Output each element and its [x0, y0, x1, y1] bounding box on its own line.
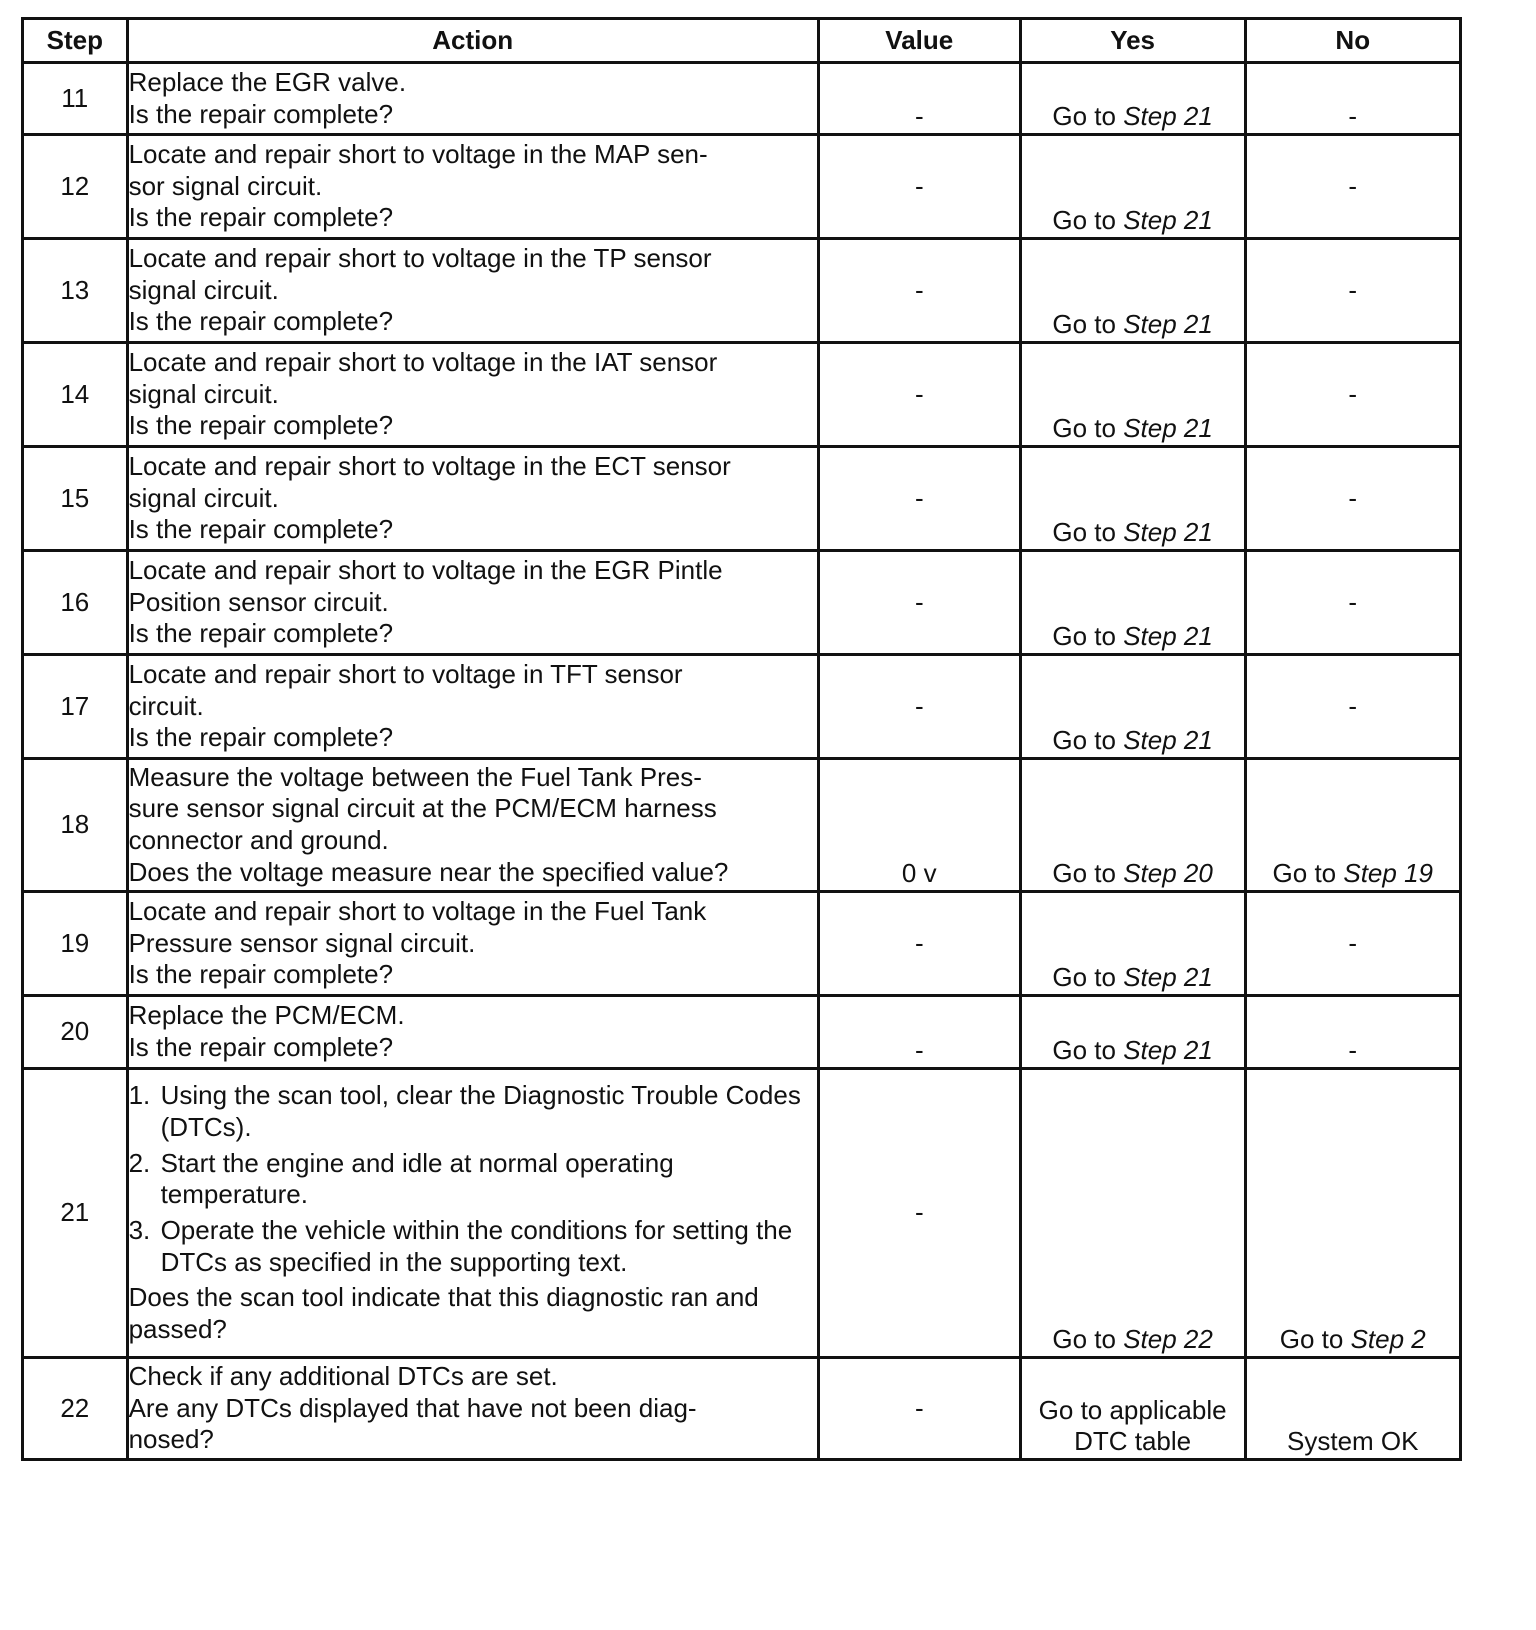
yes-cell: [1020, 1358, 1245, 1460]
yes-prefix: Go to: [1052, 413, 1124, 444]
header-value: Value: [818, 19, 1020, 63]
yes-prefix: Go to: [1052, 205, 1124, 236]
value-cell: -: [818, 551, 1020, 655]
value-cell: -: [818, 239, 1020, 343]
header-action: Action: [127, 19, 818, 63]
no-cell: [1245, 759, 1460, 892]
action-line: Locate and repair short to voltage in the EGR Pintle: [128, 554, 723, 585]
action-step-text: Operate the vehicle within the conditions for setting the DTCs as specified in the supporting text.: [160, 1215, 793, 1277]
step-number: 11: [23, 63, 128, 135]
no-cell: [1245, 996, 1460, 1069]
action-line: Locate and repair short to voltage in the MAP sen-: [128, 138, 708, 169]
action-step-item: [129, 1080, 817, 1143]
action-step-number: 2.: [128, 1147, 151, 1178]
step-number: 12: [23, 135, 128, 239]
yes-step-ref: Step 21: [1123, 517, 1213, 548]
table-row: [23, 551, 1461, 655]
no-cell: [1245, 239, 1460, 343]
table-row: [23, 447, 1461, 551]
no-cell: [1245, 63, 1460, 135]
action-cell: [127, 343, 818, 447]
table-row: [23, 655, 1461, 759]
diagnostic-table: [21, 17, 1462, 1461]
action-line: Locate and repair short to voltage in TFT sensor: [128, 658, 683, 689]
table-row: [23, 63, 1461, 135]
yes-prefix: Go to: [1052, 962, 1124, 993]
action-step-text: Start the engine and idle at normal operating temperature.: [160, 1147, 674, 1210]
yes-cell: [1020, 239, 1245, 343]
no-cell: [1245, 343, 1460, 447]
action-step-item: [129, 1148, 817, 1211]
action-line: Locate and repair short to voltage in the IAT sensor: [128, 346, 718, 377]
yes-step-ref: Step 20: [1123, 858, 1213, 889]
yes-step-ref: Step 21: [1123, 101, 1213, 132]
yes-prefix: Go to: [1052, 1035, 1124, 1066]
value-cell: -: [818, 343, 1020, 447]
table-row: [23, 892, 1461, 996]
value-cell: -: [818, 892, 1020, 996]
value-cell: -: [818, 996, 1020, 1069]
no-text: -: [1348, 927, 1358, 958]
action-line: Locate and repair short to voltage in the ECT sensor: [128, 450, 731, 481]
yes-cell: [1020, 63, 1245, 135]
no-text: -: [1348, 274, 1358, 305]
action-cell: [127, 759, 818, 892]
action-line: Is the repair complete?: [128, 306, 394, 337]
action-line: Are any DTCs displayed that have not been diag-: [128, 1392, 697, 1423]
no-step-ref: Step 2: [1350, 1324, 1426, 1355]
yes-cell: [1020, 447, 1245, 551]
step-number: 17: [23, 655, 128, 759]
action-line: Does the voltage measure near the specified value?: [128, 856, 729, 887]
header-yes: Yes: [1020, 19, 1245, 63]
no-text: -: [1348, 170, 1358, 201]
yes-line: DTC table: [1074, 1426, 1192, 1457]
action-line: signal circuit.: [128, 482, 279, 513]
step-number: 13: [23, 239, 128, 343]
no-prefix: Go to: [1279, 1324, 1351, 1355]
no-text: -: [1348, 1035, 1358, 1066]
step-number: 16: [23, 551, 128, 655]
action-line: sure sensor signal circuit at the PCM/ECM harness: [128, 793, 717, 824]
action-line: Replace the PCM/ECM.: [128, 1000, 405, 1031]
no-cell: [1245, 1069, 1460, 1358]
action-cell: [127, 551, 818, 655]
step-number: 20: [23, 996, 128, 1069]
yes-line: Go to applicable: [1038, 1394, 1227, 1425]
yes-prefix: Go to: [1052, 517, 1124, 548]
no-cell: [1245, 135, 1460, 239]
no-text: -: [1348, 482, 1358, 513]
action-line: Pressure sensor signal circuit.: [128, 927, 476, 958]
yes-step-ref: Step 21: [1123, 725, 1213, 756]
action-cell: [127, 655, 818, 759]
yes-prefix: Go to: [1052, 101, 1124, 132]
no-prefix: Go to: [1272, 858, 1344, 889]
yes-step-ref: Step 21: [1123, 413, 1213, 444]
yes-step-ref: Step 21: [1123, 1035, 1213, 1066]
action-step-text: Using the scan tool, clear the Diagnostic Trouble Codes (DTCs).: [160, 1080, 801, 1142]
no-step-ref: Step 19: [1343, 858, 1433, 889]
yes-cell: [1020, 759, 1245, 892]
yes-step-ref: Step 21: [1123, 621, 1213, 652]
action-cell: [127, 1358, 818, 1460]
action-line: Is the repair complete?: [128, 959, 394, 990]
step-number: 22: [23, 1358, 128, 1460]
action-line: signal circuit.: [128, 378, 279, 409]
yes-cell: [1020, 655, 1245, 759]
value-cell: -: [818, 655, 1020, 759]
no-text: -: [1348, 690, 1358, 721]
value-cell: -: [818, 447, 1020, 551]
yes-prefix: Go to: [1052, 858, 1124, 889]
action-cell: [127, 135, 818, 239]
action-line: connector and ground.: [128, 825, 389, 855]
yes-step-ref: Step 22: [1123, 1324, 1213, 1355]
action-line: Is the repair complete?: [128, 410, 394, 441]
action-line: Is the repair complete?: [128, 202, 394, 233]
yes-prefix: Go to: [1052, 309, 1124, 340]
yes-step-ref: Step 21: [1123, 205, 1213, 236]
action-line: Measure the voltage between the Fuel Tank Pres-: [128, 761, 702, 792]
yes-prefix: Go to: [1052, 725, 1124, 756]
value-cell: -: [818, 63, 1020, 135]
step-number: 14: [23, 343, 128, 447]
no-cell: [1245, 892, 1460, 996]
yes-step-ref: Step 21: [1123, 962, 1213, 993]
no-cell: [1245, 1358, 1460, 1460]
step-number: 18: [23, 759, 128, 892]
step-number: 19: [23, 892, 128, 996]
table-row: [23, 239, 1461, 343]
value-cell: -: [818, 135, 1020, 239]
yes-cell: [1020, 343, 1245, 447]
value-cell: -: [818, 1069, 1020, 1358]
table-row: [23, 343, 1461, 447]
yes-prefix: Go to: [1052, 1324, 1124, 1355]
table-row: [23, 996, 1461, 1069]
step-number: 21: [23, 1069, 128, 1358]
table-row: [23, 759, 1461, 892]
no-text: -: [1348, 378, 1358, 409]
action-step-item: [129, 1215, 817, 1278]
action-cell: [127, 239, 818, 343]
action-line: Check if any additional DTCs are set.: [128, 1360, 558, 1391]
action-step-number: 1.: [128, 1080, 151, 1111]
action-question: Does the scan tool indicate that this diagnostic ran and passed?: [128, 1282, 759, 1345]
table-body: [23, 63, 1461, 1460]
yes-prefix: Go to: [1052, 621, 1124, 652]
action-line: Is the repair complete?: [128, 514, 394, 545]
no-cell: [1245, 655, 1460, 759]
header-step: Step: [23, 19, 128, 63]
action-line: nosed?: [128, 1424, 214, 1455]
action-cell: [127, 447, 818, 551]
step-number: 15: [23, 447, 128, 551]
table-header-row: [23, 19, 1461, 63]
action-line: Is the repair complete?: [128, 98, 394, 129]
table-row: [23, 1358, 1461, 1460]
action-step-list: [129, 1080, 817, 1278]
no-text: -: [1348, 586, 1358, 617]
no-text: -: [1348, 101, 1358, 132]
no-text: System OK: [1287, 1426, 1419, 1457]
value-cell: 0 v: [818, 759, 1020, 892]
no-cell: [1245, 447, 1460, 551]
header-no: No: [1245, 19, 1460, 63]
yes-cell: [1020, 996, 1245, 1069]
yes-cell: [1020, 1069, 1245, 1358]
action-line: Is the repair complete?: [128, 618, 394, 649]
action-step-number: 3.: [128, 1215, 151, 1245]
action-line: Locate and repair short to voltage in the Fuel Tank: [128, 895, 707, 926]
action-cell: [127, 63, 818, 135]
action-line: Is the repair complete?: [128, 1032, 394, 1062]
yes-step-ref: Step 21: [1123, 309, 1213, 340]
action-line: Position sensor circuit.: [128, 586, 389, 617]
action-line: Replace the EGR valve.: [128, 66, 407, 97]
table-row: [23, 1069, 1461, 1358]
action-cell: [127, 892, 818, 996]
action-line: Is the repair complete?: [128, 722, 394, 753]
no-cell: [1245, 551, 1460, 655]
action-cell: [127, 1069, 818, 1358]
yes-cell: [1020, 135, 1245, 239]
action-cell: [127, 996, 818, 1069]
action-line: sor signal circuit.: [128, 170, 323, 201]
yes-cell: [1020, 551, 1245, 655]
yes-cell: [1020, 892, 1245, 996]
action-line: signal circuit.: [128, 274, 279, 305]
table-row: [23, 135, 1461, 239]
action-line: circuit.: [128, 690, 204, 721]
action-line: Locate and repair short to voltage in the TP sensor: [128, 242, 712, 273]
value-cell: -: [818, 1358, 1020, 1460]
